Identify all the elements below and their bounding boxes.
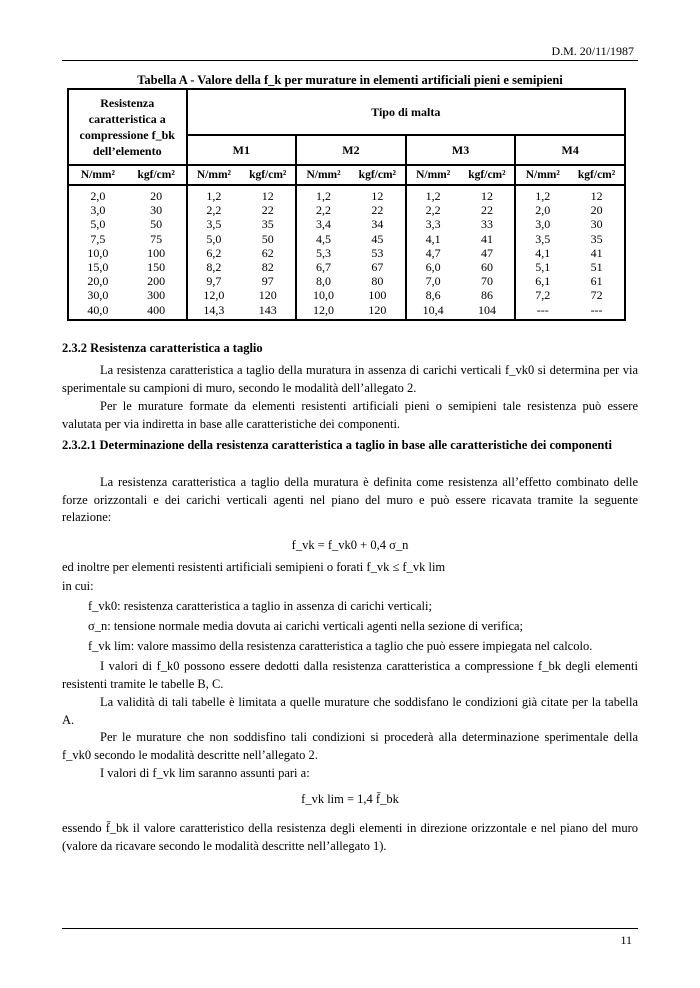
table-cell: 12: [569, 185, 625, 203]
table-cell: 35: [261, 217, 274, 232]
table-cell: 7,0: [406, 274, 460, 288]
group-m1: M1: [187, 135, 297, 165]
unit-header-nmm2: N/mm²: [187, 165, 241, 185]
table-cell: 300: [147, 288, 166, 303]
table-row: [68, 217, 625, 231]
table-a: [67, 88, 626, 321]
table-cell: 33: [480, 217, 493, 232]
table-cell: 22: [480, 203, 493, 218]
table-cell: 3,0: [515, 217, 569, 231]
table-cell: 3,4: [296, 217, 350, 231]
unit-header-nmm2: N/mm²: [515, 165, 569, 185]
table-cell: 45: [371, 231, 384, 246]
table-cell: 5,0: [187, 232, 241, 246]
col-header-tipo-malta: Tipo di malta: [187, 89, 625, 135]
table-row: [68, 274, 625, 288]
table-cell: 30: [150, 203, 163, 218]
table-cell: 12: [371, 189, 384, 203]
paragraph-4: ed inoltre per elementi resistenti artificiali semipieni o forati f_vk ≤ f_vk lim: [62, 560, 446, 574]
table-cell: 12,0: [187, 288, 241, 302]
table-cell: 5,1: [515, 260, 569, 274]
table-cell: 22: [371, 203, 384, 218]
table-cell: 51: [569, 260, 625, 274]
running-header: D.M. 20/11/1987: [551, 44, 634, 58]
group-m3: M3: [406, 135, 516, 165]
table-title: Tabella A - Valore della f_k per murature in elementi artificiali pieni e semipieni: [137, 73, 563, 87]
table-cell: 12: [480, 189, 493, 203]
table-cell: 5,3: [296, 246, 350, 260]
table-cell: ---: [569, 303, 625, 320]
group-m4: M4: [515, 135, 625, 165]
table-cell: 40,0: [68, 303, 127, 320]
table-row: [68, 260, 625, 274]
table-row: [68, 185, 625, 203]
equation-2: f_vk lim = 1,4 f̄_bk: [301, 792, 399, 806]
paragraph-7: La validità di tali tabelle è limitata a quelle murature che soddisfano le condizioni già citate per la tabella A.: [62, 695, 638, 727]
unit-header-nmm2: N/mm²: [296, 165, 350, 185]
table-cell: 3,3: [406, 217, 460, 231]
table-cell: 100: [368, 288, 387, 303]
table-cell: 67: [371, 260, 384, 275]
table-cell: 12: [261, 189, 274, 203]
table-cell: 50: [150, 217, 163, 232]
table-cell: 2,0: [515, 203, 569, 217]
table-cell: 8,6: [406, 288, 460, 302]
table-cell: ---: [515, 303, 569, 320]
table-cell: 61: [569, 274, 625, 288]
table-cell: 143: [240, 303, 296, 320]
table-cell: 7,2: [515, 288, 569, 302]
table-cell: 80: [371, 274, 384, 289]
table-cell: 9,7: [187, 274, 241, 288]
table-cell: 1,2: [515, 185, 569, 203]
table-cell: 6,2: [187, 246, 241, 260]
table-cell: 100: [147, 245, 166, 260]
table-cell: 20: [150, 189, 163, 203]
unit-header-kgfcm2: kgf/cm²: [569, 165, 625, 185]
table-cell: 22: [261, 203, 274, 218]
table-cell: 120: [350, 303, 406, 320]
table-cell: 86: [480, 288, 493, 303]
unit-header-kgfcm2: kgf/cm²: [240, 165, 296, 185]
col-header-resistenza: Resistenza caratteristica a compressione f_bk dell’elemento: [68, 89, 187, 165]
paragraph-1: La resistenza caratteristica a taglio della muratura in assenza di carichi verticali f_vk0 si determina per via sperimentale su campioni di muro, secondo le modalità dell’allegato 2.: [62, 363, 638, 395]
table-cell: 4,1: [406, 232, 460, 246]
equation-1: f_vk = f_vk0 + 0,4 σ_n: [291, 538, 409, 552]
table-row: [68, 288, 625, 302]
table-cell: 1,2: [296, 185, 350, 203]
section-2-3-2-title: 2.3.2 Resistenza caratteristica a taglio: [62, 341, 263, 355]
table-cell: 14,3: [187, 303, 241, 320]
table-cell: 12,0: [296, 303, 350, 320]
table-cell: 34: [371, 217, 384, 232]
table-cell: 6,0: [406, 260, 460, 274]
table-row: [68, 232, 625, 246]
table-cell: 6,7: [296, 260, 350, 274]
list-item-3: f_vk lim: valore massimo della resistenza caratteristica a taglio che può essere impiegata nel calcolo.: [88, 639, 593, 653]
table-cell: 50: [261, 231, 274, 246]
unit-header-nmm2: N/mm²: [406, 165, 460, 185]
table-cell: 5,0: [68, 217, 127, 231]
table-cell: 41: [480, 231, 493, 246]
table-cell: 47: [480, 245, 493, 260]
footer-rule: [62, 928, 638, 929]
table-cell: 82: [261, 260, 274, 275]
group-m2: M2: [296, 135, 406, 165]
table-cell: 104: [460, 303, 516, 320]
table-cell: 4,7: [406, 246, 460, 260]
table-row: [68, 203, 625, 217]
table-cell: 62: [261, 245, 274, 260]
table-cell: 120: [258, 288, 277, 303]
list-item-1: f_vk0: resistenza caratteristica a taglio in assenza di carichi verticali;: [88, 599, 432, 613]
table-cell: 35: [569, 232, 625, 246]
table-cell: 150: [147, 260, 166, 275]
paragraph-3: La resistenza caratteristica a taglio della muratura è definita come resistenza all’effetto combinato delle forze orizzontali e dei carichi verticali agenti nel piano del muro e può essere ricavata tramite la seguente relazione:: [62, 475, 638, 525]
page-number: 11: [620, 933, 632, 947]
table-cell: 10,0: [296, 288, 350, 302]
table-cell: 72: [569, 288, 625, 302]
header-rule: [62, 60, 638, 61]
unit-header-kgfcm2: kgf/cm²: [350, 165, 406, 185]
unit-header-nmm2: N/mm²: [68, 165, 127, 185]
table-cell: 20: [569, 203, 625, 217]
table-cell: 2,2: [187, 203, 241, 217]
paragraph-6: I valori di f_k0 possono essere dedotti dalla resistenza caratteristica a compressione f_bk degli elementi resistenti tramite le tabelle B, C.: [62, 659, 638, 691]
section-2-3-2-1-title: 2.3.2.1 Determinazione della resistenza caratteristica a taglio in base alle caratteristiche dei componenti: [62, 438, 612, 452]
paragraph-2: Per le murature formate da elementi resistenti artificiali pieni o semipieni tale resistenza può essere valutata per via indiretta in base alle caratteristiche dei componenti.: [62, 399, 638, 431]
table-cell: 60: [480, 260, 493, 275]
table-cell: 8,2: [187, 260, 241, 274]
paragraph-10: essendo f̄_bk il valore caratteristico della resistenza degli elementi in direzione orizzontale e nel piano del muro (valore da ricavare secondo le modalità descritte nell’allegato 1).: [62, 821, 638, 853]
table-cell: 400: [127, 303, 187, 320]
paragraph-5: in cui:: [62, 579, 94, 593]
table-cell: 2,2: [406, 203, 460, 217]
table-cell: 70: [480, 274, 493, 289]
table-body: [68, 185, 625, 320]
table-cell: 7,5: [68, 232, 127, 246]
table-cell: 41: [569, 246, 625, 260]
table-cell: 15,0: [68, 260, 127, 274]
table-cell: 97: [261, 274, 274, 289]
table-cell: 20,0: [68, 274, 127, 288]
table-cell: 75: [150, 231, 163, 246]
table-cell: 6,1: [515, 274, 569, 288]
table-row: [68, 303, 625, 320]
table-cell: 10,4: [406, 303, 460, 320]
unit-row: [68, 165, 625, 185]
list-item-2: σ_n: tensione normale media dovuta ai carichi verticali agenti nella sezione di verifica;: [88, 619, 524, 633]
table-cell: 30,0: [68, 288, 127, 302]
table-cell: 30: [569, 217, 625, 231]
table-cell: 53: [371, 245, 384, 260]
table-cell: 2,2: [296, 203, 350, 217]
table-cell: 1,2: [187, 185, 241, 203]
table-cell: 4,1: [515, 246, 569, 260]
table-cell: 8,0: [296, 274, 350, 288]
table-cell: 1,2: [406, 185, 460, 203]
table-cell: 3,5: [515, 232, 569, 246]
table-cell: 2,0: [68, 185, 127, 203]
table-row: [68, 246, 625, 260]
table-cell: 4,5: [296, 232, 350, 246]
table-cell: 3,5: [187, 217, 241, 231]
paragraph-9: I valori di f_vk lim saranno assunti pari a:: [100, 766, 310, 780]
unit-header-kgfcm2: kgf/cm²: [127, 165, 187, 185]
table-cell: 10,0: [68, 246, 127, 260]
table-cell: 3,0: [68, 203, 127, 217]
unit-header-kgfcm2: kgf/cm²: [460, 165, 516, 185]
table-cell: 200: [147, 274, 166, 289]
paragraph-8: Per le murature che non soddisfino tali condizioni si procederà alla determinazione sperimentale della f_vk0 secondo le modalità descritte nell’allegato 2.: [62, 730, 638, 762]
